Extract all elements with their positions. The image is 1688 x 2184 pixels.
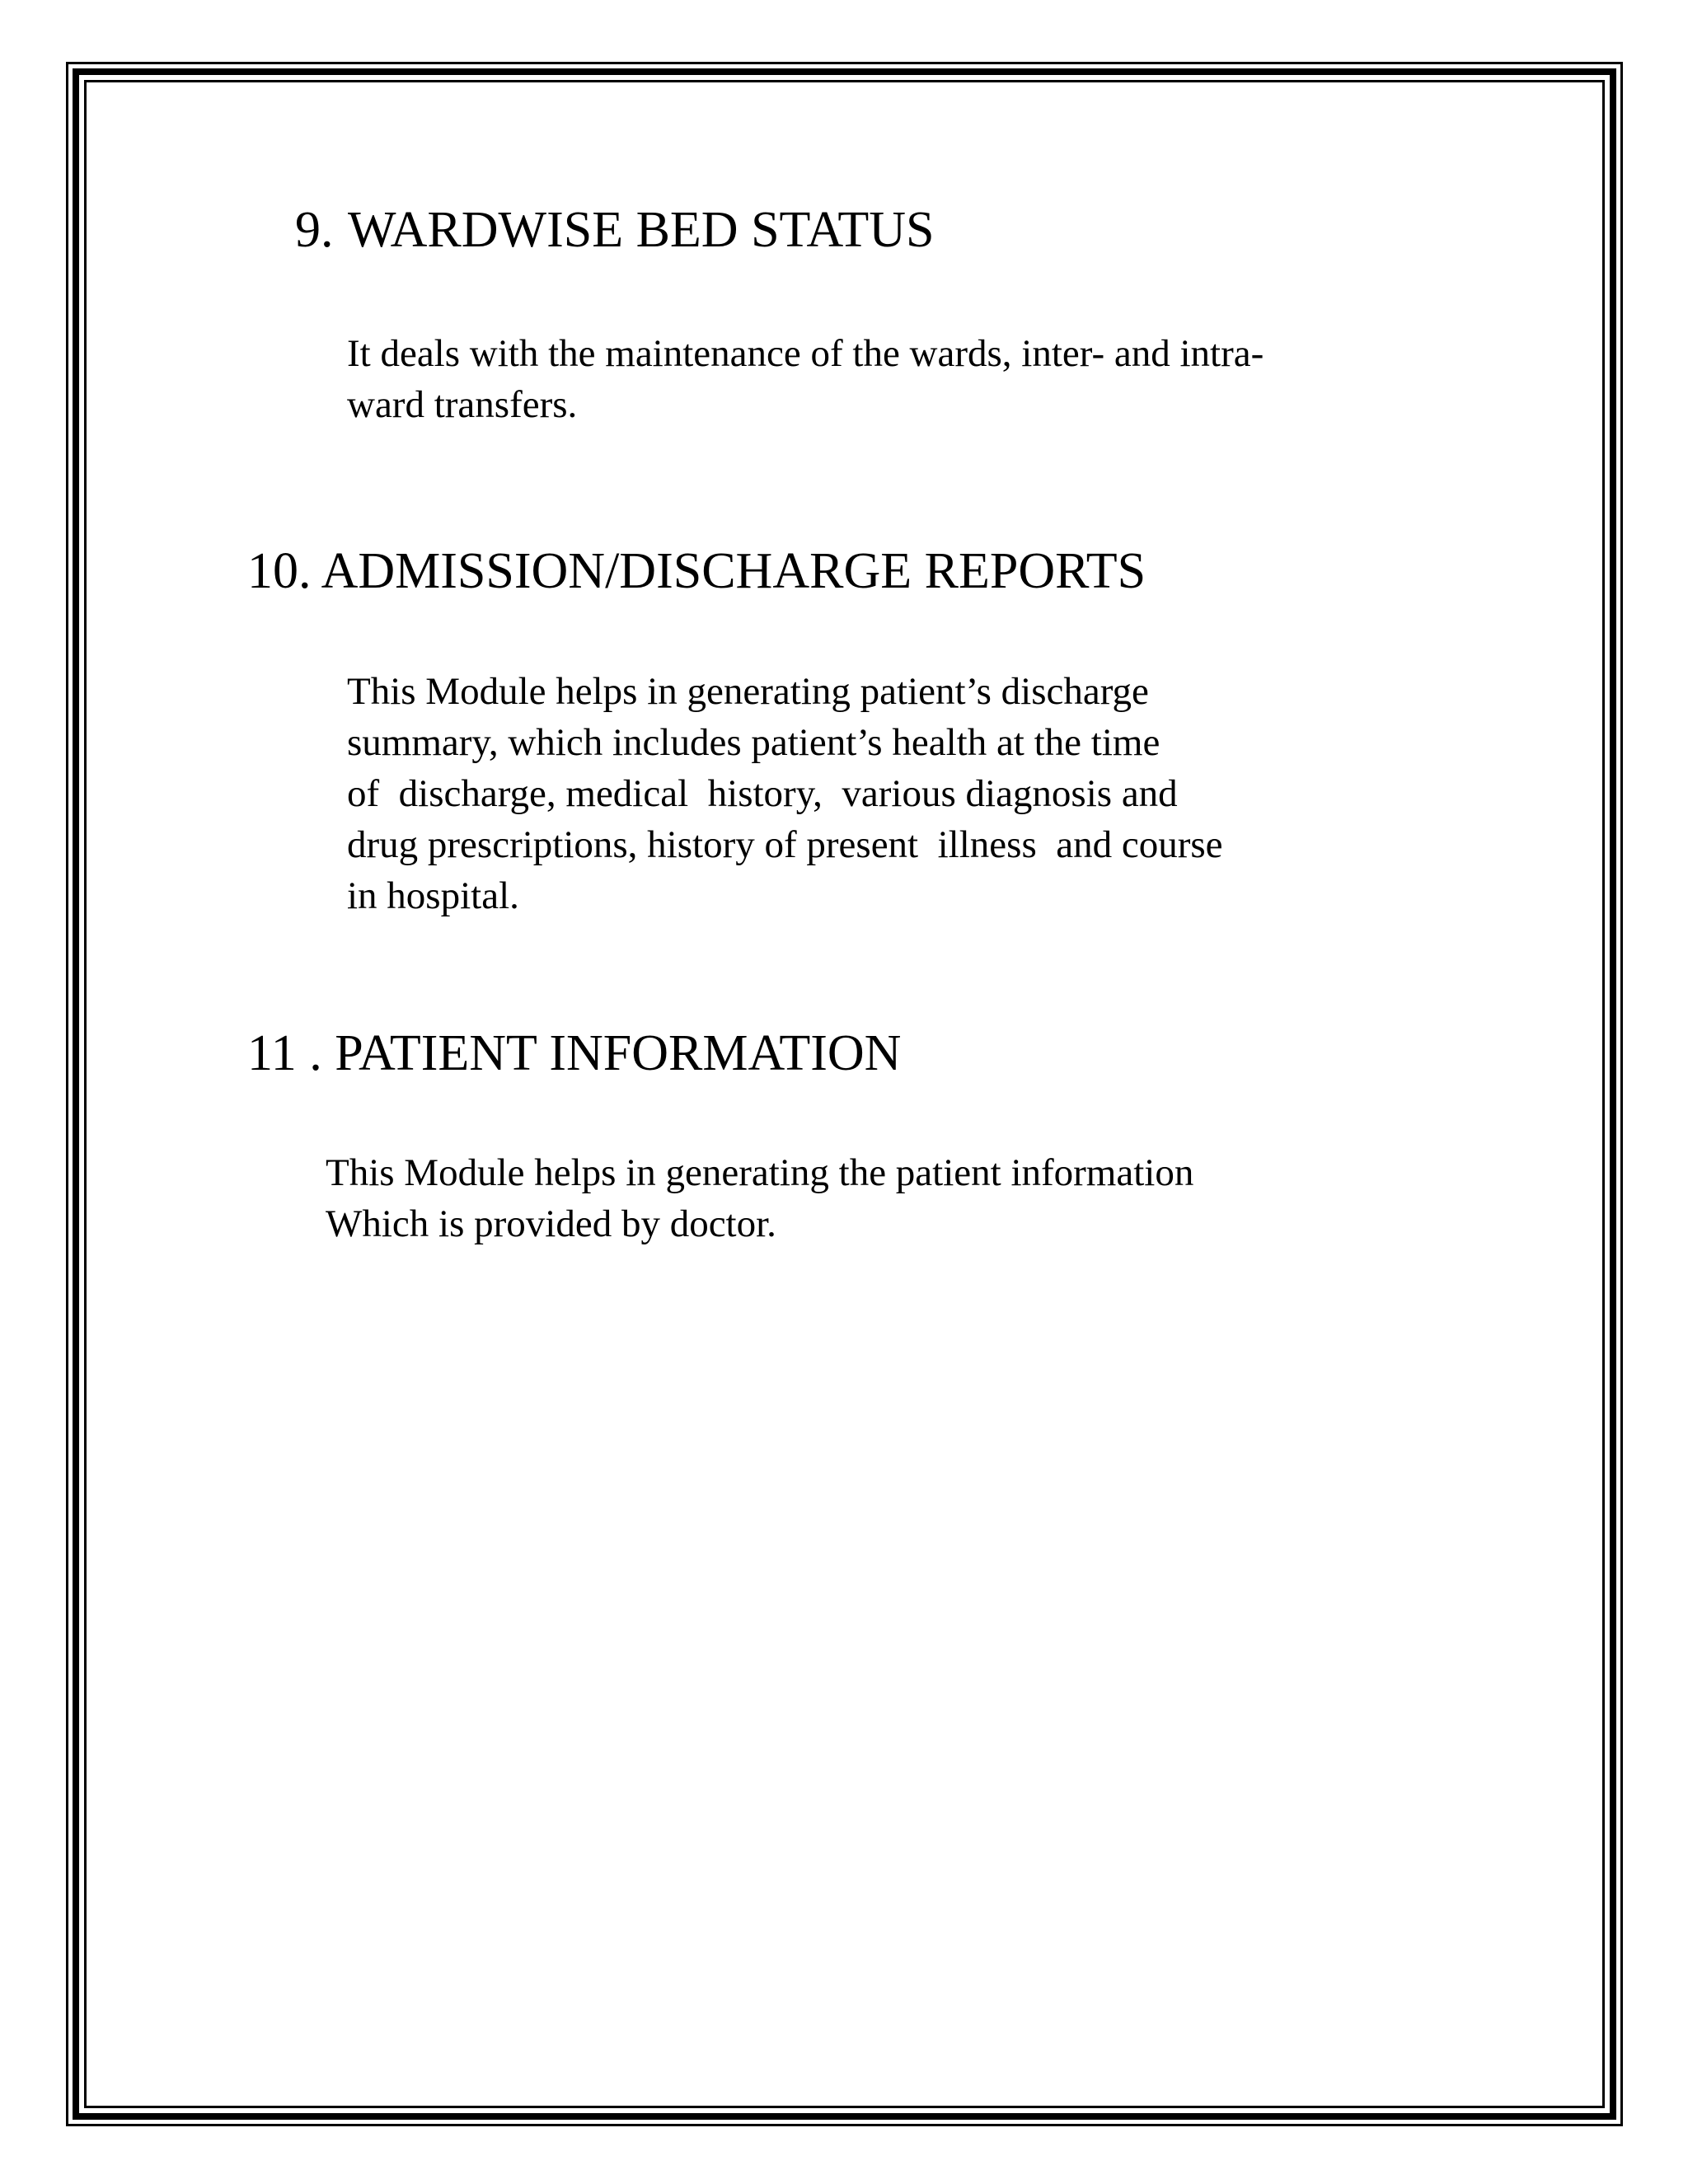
description-line: summary, which includes patient’s health at the time <box>347 721 1160 764</box>
section-description-admission-discharge-reports <box>347 666 1223 921</box>
description-line: This Module helps in generating the patient information <box>326 1151 1194 1194</box>
description-line: of discharge, medical history, various diagnosis and <box>347 772 1178 815</box>
section-heading-admission-discharge-reports <box>247 543 1146 599</box>
description-line: ward transfers. <box>347 383 578 426</box>
description-line: Which is provided by doctor. <box>326 1202 776 1245</box>
description-line: in hospital. <box>347 874 519 917</box>
section-heading-wardwise-bed-status <box>295 202 935 258</box>
description-line: It deals with the maintenance of the wards, inter- and intra- <box>347 332 1264 375</box>
section-description-wardwise-bed-status <box>347 328 1264 430</box>
section-title: WARDWISE BED STATUS <box>348 202 935 258</box>
section-heading-patient-information <box>247 1025 902 1081</box>
section-title: ADMISSION/DISCHARGE REPORTS <box>321 543 1146 599</box>
section-number: 11 . <box>247 1025 322 1081</box>
section-description-patient-information <box>326 1147 1193 1249</box>
section-number: 10. <box>247 543 312 599</box>
section-number: 9. <box>295 202 334 258</box>
description-line: drug prescriptions, history of present illness and course <box>347 823 1223 866</box>
section-title: PATIENT INFORMATION <box>335 1025 902 1081</box>
description-line: This Module helps in generating patient’s discharge <box>347 670 1149 713</box>
